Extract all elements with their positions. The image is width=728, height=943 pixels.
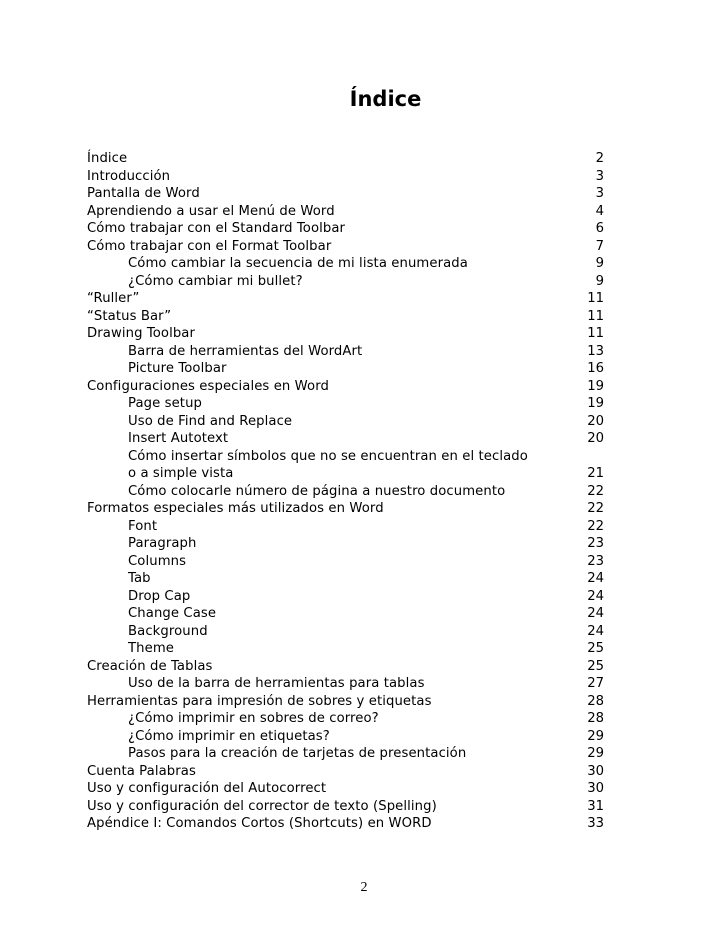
toc-entry	[87, 220, 604, 238]
toc-entry-page-number: 30	[587, 781, 604, 796]
toc-entry-page-number: 28	[587, 693, 604, 709]
toc-entry-page-number: 3	[595, 168, 604, 184]
toc-entry-title: Paragraph	[128, 536, 197, 551]
toc-entry	[87, 623, 604, 641]
toc-entry-title: Aprendiendo a usar el Menú de Word	[87, 203, 335, 219]
toc-entry-page-number: 7	[595, 238, 604, 254]
toc-entry-page-number: 23	[587, 536, 604, 551]
toc-entry	[87, 413, 604, 431]
toc-entry-page-number: 3	[595, 186, 604, 201]
toc-entry-page-number: 21	[587, 466, 604, 481]
toc-entry-title: Uso y configuración del corrector de texto (Spelling)	[87, 798, 437, 814]
toc-entry-title: “Status Bar”	[87, 308, 172, 324]
toc-entry-page-number: 25	[587, 641, 604, 656]
toc-entry	[87, 255, 604, 273]
toc-entry-title: “Ruller”	[87, 291, 140, 306]
toc-entry-page-number: 16	[587, 361, 604, 376]
toc-entry	[87, 150, 604, 168]
toc-entry-title: Picture Toolbar	[128, 361, 227, 376]
toc-entry-title: Creación de Tablas	[87, 658, 213, 674]
toc-entry-page-number: 9	[595, 273, 604, 289]
toc-entry-title: ¿Cómo imprimir en sobres de correo?	[128, 711, 379, 726]
toc-entry-page-number: 19	[587, 396, 604, 411]
toc-entry-page-number: 9	[595, 256, 604, 271]
toc-entry-title: Cómo cambiar la secuencia de mi lista enumerada	[128, 256, 468, 271]
toc-entry	[87, 640, 604, 658]
toc-entry-title: Pantalla de Word	[87, 186, 200, 201]
toc-entry	[87, 395, 604, 413]
toc-entry	[87, 728, 604, 746]
toc-entry-title: Change Case	[128, 606, 217, 621]
toc-entry-page-number: 27	[587, 676, 604, 691]
toc-entry-title: Page setup	[128, 396, 203, 411]
toc-entry-title: Font	[128, 518, 158, 534]
toc-entry-page-number: 28	[587, 711, 604, 726]
toc-entry	[87, 168, 604, 186]
toc-entry	[87, 465, 604, 483]
toc-entry	[87, 500, 604, 518]
toc-entry-title: Columns	[128, 553, 187, 569]
toc-entry-page-number: 2	[595, 151, 604, 166]
toc-entry-page-number: 6	[595, 221, 604, 236]
toc-entry	[87, 605, 604, 623]
toc-entry	[87, 745, 604, 763]
toc-entry-title: Cómo trabajar con el Format Toolbar	[87, 238, 332, 254]
toc-entry	[87, 360, 604, 378]
table-of-contents	[87, 150, 604, 833]
toc-entry-title: Herramientas para impresión de sobres y etiquetas	[87, 693, 432, 709]
toc-entry-title: Apéndice I: Comandos Cortos (Shortcuts) en WORD	[87, 816, 432, 831]
toc-entry-page-number: 30	[587, 763, 604, 779]
toc-entry-title: Insert Autotext	[128, 431, 229, 446]
toc-entry-page-number: 33	[587, 816, 604, 831]
toc-entry-title: ¿Cómo cambiar mi bullet?	[128, 273, 303, 289]
toc-entry-page-number: 11	[587, 308, 604, 324]
toc-entry-page-number: 22	[587, 501, 604, 516]
toc-entry-title: Drop Cap	[128, 588, 191, 604]
toc-entry-page-number: 4	[595, 203, 604, 219]
toc-entry-title: Tab	[128, 571, 151, 586]
toc-entry-page-number: 29	[587, 746, 604, 761]
toc-entry-page-number: 22	[587, 518, 604, 534]
toc-entry	[87, 798, 604, 816]
toc-entry-title: Pasos para la creación de tarjetas de presentación	[128, 746, 467, 761]
footer-page-number: 2	[360, 880, 368, 895]
toc-entry	[87, 815, 604, 833]
toc-entry-page-number: 25	[587, 658, 604, 674]
toc-entry-page-number: 20	[587, 431, 604, 446]
toc-entry	[87, 308, 604, 326]
toc-entry	[87, 378, 604, 396]
toc-entry	[87, 518, 604, 536]
toc-entry-title: Uso de la barra de herramientas para tablas	[128, 676, 425, 691]
toc-entry	[87, 238, 604, 256]
toc-entry-title: Introducción	[87, 168, 171, 184]
toc-entry-page-number: 13	[587, 343, 604, 359]
toc-entry	[87, 675, 604, 693]
toc-entry-title: Drawing Toolbar	[87, 326, 196, 341]
toc-entry-page-number: 24	[587, 606, 604, 621]
toc-entry-title: Cómo trabajar con el Standard Toolbar	[87, 221, 346, 236]
toc-entry-title: Theme	[128, 641, 174, 656]
toc-entry	[87, 343, 604, 361]
toc-entry-page-number: 22	[587, 483, 604, 499]
toc-entry-page-number: 24	[587, 623, 604, 639]
toc-entry-title: Cómo insertar símbolos que no se encuentran en el teclado	[128, 448, 528, 464]
toc-entry	[87, 325, 604, 343]
toc-entry	[87, 430, 604, 448]
toc-entry-page-number: 20	[587, 413, 604, 429]
toc-entry-title: Índice	[87, 151, 128, 166]
toc-entry-title: Barra de herramientas del WordArt	[128, 343, 363, 359]
toc-entry	[87, 763, 604, 781]
toc-entry-title: Formatos especiales más utilizados en Word	[87, 501, 384, 516]
toc-entry-page-number: 11	[587, 326, 604, 341]
toc-entry	[87, 535, 604, 553]
toc-entry-page-number: 24	[587, 588, 604, 604]
toc-entry	[87, 658, 604, 676]
toc-entry-title: Configuraciones especiales en Word	[87, 378, 329, 394]
page-title: Índice	[349, 87, 422, 111]
toc-entry-title: ¿Cómo imprimir en etiquetas?	[128, 728, 330, 744]
toc-entry	[87, 273, 604, 291]
toc-entry-title: Cuenta Palabras	[87, 763, 196, 779]
toc-entry	[87, 570, 604, 588]
toc-entry	[87, 483, 604, 501]
toc-entry-title: Uso y configuración del Autocorrect	[87, 781, 327, 796]
toc-entry	[87, 710, 604, 728]
toc-entry	[87, 588, 604, 606]
toc-entry-title: Uso de Find and Replace	[128, 413, 293, 429]
toc-entry-page-number: 23	[587, 553, 604, 569]
toc-entry	[87, 780, 604, 798]
toc-entry-page-number: 19	[587, 378, 604, 394]
toc-entry	[87, 693, 604, 711]
toc-entry	[87, 448, 604, 466]
toc-entry	[87, 203, 604, 221]
toc-entry-title: Background	[128, 623, 208, 639]
toc-entry	[87, 290, 604, 308]
toc-entry-page-number: 31	[587, 798, 604, 814]
toc-entry	[87, 185, 604, 203]
toc-entry-page-number: 29	[587, 728, 604, 744]
toc-entry-title: Cómo colocarle número de página a nuestro documento	[128, 483, 506, 499]
toc-entry	[87, 553, 604, 571]
toc-entry-page-number: 24	[587, 571, 604, 586]
toc-entry-page-number: 11	[587, 291, 604, 306]
toc-entry-title: o a simple vista	[128, 466, 234, 481]
